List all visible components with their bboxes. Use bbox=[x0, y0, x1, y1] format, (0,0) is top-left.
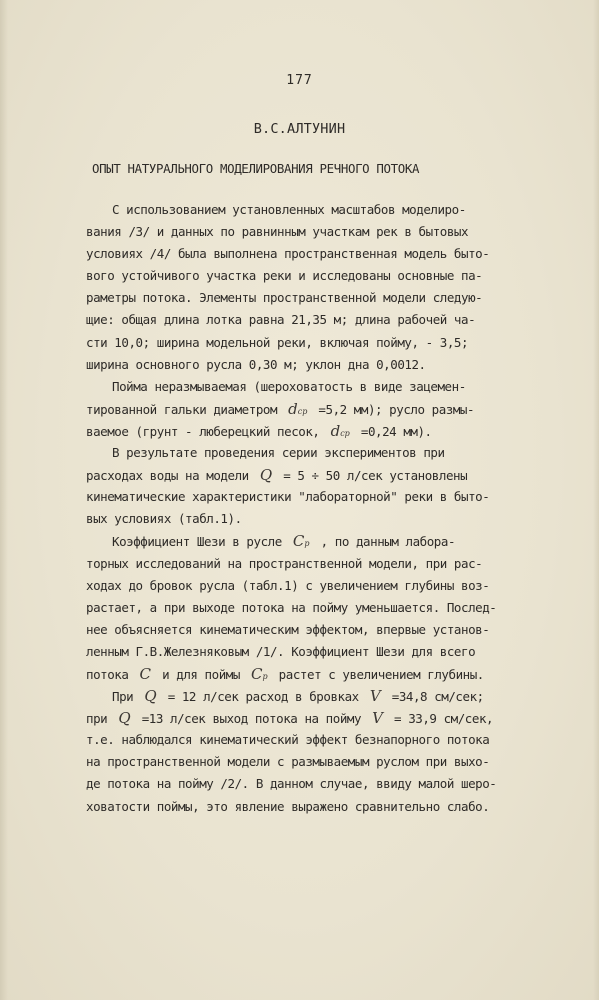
text-line: условиях /4/ была выполнена пространственная модель быто- bbox=[86, 246, 490, 262]
text-line: В результате проведения серии экспериментов при bbox=[112, 445, 445, 461]
text-line: ховатости поймы, это явление выражено сравнительно слабо. bbox=[86, 798, 490, 814]
symbol-subscript: р bbox=[262, 671, 268, 681]
page-number: 177 bbox=[286, 73, 313, 88]
symbol-base: Q bbox=[259, 466, 273, 485]
symbol-base: C bbox=[292, 532, 305, 551]
text-line bbox=[86, 420, 546, 442]
text-fragment: = 33,9 см/сек, bbox=[386, 711, 494, 727]
formula-symbol bbox=[251, 665, 268, 683]
text-fragment: потока bbox=[86, 666, 136, 682]
text-line: вания /3/ и данных по равнинным участкам рек в бытовых bbox=[86, 224, 469, 240]
symbol-subscript: р bbox=[304, 539, 310, 549]
text-line: растает, а при выходе потока на пойму уменьшается. Послед- bbox=[86, 599, 497, 615]
formula-symbol bbox=[140, 665, 151, 683]
text-fragment: при bbox=[86, 711, 115, 727]
formula-symbol bbox=[118, 709, 130, 727]
text-fragment: =34,8 см/сек; bbox=[384, 689, 484, 705]
text-line: ширина основного русла 0,30 м; уклон дна 0,0012. bbox=[86, 356, 426, 372]
text-line bbox=[86, 464, 546, 486]
symbol-subscript: ср bbox=[297, 406, 308, 416]
symbol-subscript: ср bbox=[340, 428, 350, 438]
text-line: Пойма неразмываемая (шероховатость в виде зацемен- bbox=[112, 378, 466, 394]
symbol-base: d bbox=[330, 421, 341, 440]
symbol-base: Q bbox=[144, 687, 157, 706]
symbol-base: C bbox=[251, 664, 263, 683]
formula-symbol bbox=[370, 687, 381, 705]
text-fragment: При bbox=[112, 689, 141, 705]
text-line bbox=[86, 685, 546, 707]
text-line bbox=[86, 530, 546, 552]
text-fragment: и для поймы bbox=[155, 666, 247, 682]
text-line: щие: общая длина лотка равна 21,35 м; длина рабочей ча- bbox=[86, 312, 476, 328]
text-line: С использованием установленных масштабов моделиро- bbox=[112, 202, 466, 217]
formula-symbol bbox=[144, 687, 156, 705]
symbol-base: V bbox=[369, 687, 381, 706]
text-fragment: расходах воды на модели bbox=[86, 468, 256, 484]
article-title: ОПЫТ НАТУРАЛЬНОГО МОДЕЛИРОВАНИЯ РЕЧНОГО ПОТОКА bbox=[92, 161, 420, 176]
body-text bbox=[86, 199, 546, 818]
text-line: кинематические характеристики "лабораторной" реки в быто- bbox=[86, 489, 490, 505]
text-fragment: , по данным лабора- bbox=[313, 534, 456, 550]
author-name: В.С.АЛТУНИН bbox=[253, 121, 346, 137]
text-line bbox=[86, 707, 546, 729]
formula-symbol bbox=[372, 709, 383, 727]
text-fragment: =13 л/сек выход потока на пойму bbox=[134, 711, 369, 727]
text-fragment: =5,2 мм); русло размы- bbox=[311, 401, 475, 417]
text-fragment: = 5 ÷ 50 л/сек установлены bbox=[276, 468, 468, 484]
text-line: раметры потока. Элементы пространственной модели следую- bbox=[86, 290, 483, 306]
text-fragment: тированной гальки диаметром bbox=[86, 401, 285, 417]
text-line: де потока на пойму /2/. В данном случае, ввиду малой шеро- bbox=[86, 776, 497, 792]
text-line: ходах до бровок русла (табл.1) с увеличением глубины воз- bbox=[86, 577, 490, 593]
text-line bbox=[86, 398, 546, 420]
formula-symbol bbox=[331, 422, 350, 440]
text-fragment: Коэффициент Шези в русле bbox=[112, 534, 289, 550]
text-fragment: растет с увеличением глубины. bbox=[271, 666, 484, 682]
text-line: ленным Г.В.Железняковым /1/. Коэффициент Шези для всего bbox=[86, 643, 476, 659]
formula-symbol bbox=[260, 466, 272, 484]
text-fragment: ваемое (грунт - люберецкий песок, bbox=[86, 423, 327, 439]
symbol-base: d bbox=[288, 399, 298, 418]
text-line: сти 10,0; ширина модельной реки, включая пойму, - 3,5; bbox=[86, 334, 469, 350]
text-line: на пространственной модели с размываемым руслом при выхо- bbox=[86, 754, 490, 770]
formula-symbol bbox=[288, 400, 307, 418]
text-line: нее объясняется кинематическим эффектом, впервые установ- bbox=[86, 621, 490, 637]
page-edge-shadow-right bbox=[593, 0, 599, 1000]
text-line: вого устойчивого участка реки и исследованы основные па- bbox=[86, 268, 483, 284]
symbol-base: C bbox=[139, 664, 152, 683]
text-line: торных исследований на пространственной модели, при рас- bbox=[86, 555, 483, 571]
symbol-base: Q bbox=[118, 709, 131, 728]
formula-symbol bbox=[293, 532, 310, 550]
text-line bbox=[86, 663, 546, 685]
text-line: т.е. наблюдался кинематический эффект безнапорного потока bbox=[86, 732, 490, 748]
text-fragment: = 12 л/сек расход в бровках bbox=[160, 689, 366, 705]
text-fragment: =0,24 мм). bbox=[353, 423, 432, 439]
text-line: вых условиях (табл.1). bbox=[86, 511, 242, 527]
symbol-base: V bbox=[372, 709, 383, 728]
page-edge-shadow-left bbox=[0, 0, 8, 1000]
